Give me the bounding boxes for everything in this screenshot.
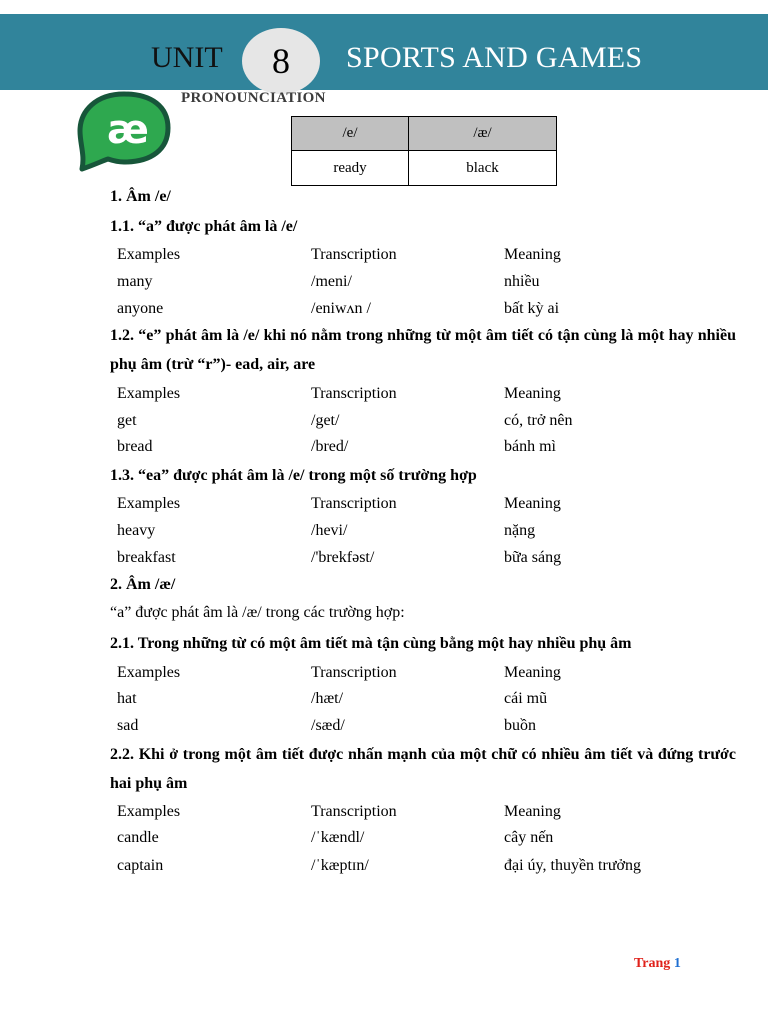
table-row [117, 300, 757, 320]
table-row [117, 522, 757, 542]
section-2-2-heading: 2.2. Khi ở trong một âm tiết được nhấn mạnh của một chữ có nhiều âm tiết và đứng trước hai phụ âm [110, 746, 736, 792]
table-row [117, 690, 757, 710]
section-1-3-columns [117, 495, 757, 515]
page-label: Trang [634, 956, 671, 971]
column-meaning: Meaning [504, 664, 561, 681]
example-word: captain [117, 857, 164, 874]
example-word: get [117, 412, 137, 429]
ae-speech-bubble-icon [74, 89, 174, 175]
transcription: /sæd/ [311, 717, 345, 734]
column-examples: Examples [117, 495, 181, 512]
table-row [117, 857, 757, 877]
phoneme-example-ae: black [409, 151, 557, 186]
column-transcription: Transcription [311, 246, 397, 263]
meaning: đại úy, thuyền trưởng [504, 857, 641, 874]
column-transcription: Transcription [311, 664, 397, 681]
page-number: 1 [673, 956, 681, 971]
column-transcription: Transcription [311, 803, 397, 820]
meaning: buồn [504, 717, 536, 734]
table-row [117, 273, 757, 293]
meaning: có, trở nên [504, 412, 573, 429]
transcription: /bred/ [311, 438, 349, 455]
transcription: /hevi/ [311, 522, 348, 539]
example-word: bread [117, 438, 153, 455]
transcription: /ˈkæptɪn/ [311, 857, 369, 874]
section-1-2-heading: 1.2. “e” phát âm là /e/ khi nó nằm trong những từ một âm tiết có tận cùng là một hay nhiều phụ âm (trừ “r”)- ead, air, are [110, 327, 736, 373]
unit-label: UNIT [151, 41, 223, 74]
meaning: nặng [504, 522, 536, 539]
column-meaning: Meaning [504, 495, 561, 512]
column-examples: Examples [117, 803, 181, 820]
phoneme-header-e: /e/ [292, 117, 409, 151]
page-footer [634, 956, 681, 972]
column-meaning: Meaning [504, 246, 561, 263]
example-word: candle [117, 829, 159, 846]
meaning: bánh mì [504, 438, 556, 455]
example-word: many [117, 273, 153, 290]
example-word: hat [117, 690, 137, 707]
unit-title: SPORTS AND GAMES [346, 41, 643, 74]
meaning: cây nến [504, 829, 554, 846]
column-meaning: Meaning [504, 385, 561, 402]
section-2-1-heading: 2.1. Trong những từ có một âm tiết mà tận cùng bằng một hay nhiều phụ âm [110, 635, 632, 652]
meaning: bữa sáng [504, 549, 562, 566]
transcription: /ˈkændl/ [311, 829, 365, 846]
transcription: /meni/ [311, 273, 352, 290]
phoneme-example-e: ready [292, 151, 409, 186]
table-row [117, 717, 757, 737]
section-1-heading: 1. Âm /e/ [110, 188, 171, 205]
example-word: heavy [117, 522, 156, 539]
unit-number: 8 [272, 41, 290, 81]
section-1-1-heading: 1.1. “a” được phát âm là /e/ [110, 218, 298, 235]
phoneme-table [291, 116, 557, 186]
section-2-2-columns [117, 803, 757, 823]
column-meaning: Meaning [504, 803, 561, 820]
example-word: anyone [117, 300, 164, 317]
meaning: bất kỳ ai [504, 300, 560, 317]
phoneme-header-ae: /æ/ [409, 117, 557, 151]
column-examples: Examples [117, 385, 181, 402]
section-1-3-heading: 1.3. “ea” được phát âm là /e/ trong một số trường hợp [110, 467, 477, 484]
logo-text: æ [107, 107, 149, 153]
example-word: breakfast [117, 549, 176, 566]
column-examples: Examples [117, 246, 181, 263]
meaning: cái mũ [504, 690, 548, 707]
table-row [117, 549, 757, 569]
transcription: /eniwʌn / [311, 300, 371, 317]
phoneme-table-row [292, 151, 557, 186]
meaning: nhiều [504, 273, 540, 290]
section-2-1-columns [117, 664, 757, 684]
column-examples: Examples [117, 664, 181, 681]
table-row [117, 412, 757, 432]
phoneme-table-header [292, 117, 557, 151]
column-transcription: Transcription [311, 385, 397, 402]
pronunciation-heading: PRONOUNCIATION [181, 90, 326, 106]
section-2-intro: “a” được phát âm là /æ/ trong các trường hợp: [110, 604, 405, 621]
unit-number-badge [242, 28, 320, 94]
section-2-heading: 2. Âm /æ/ [110, 576, 176, 593]
example-word: sad [117, 717, 139, 734]
table-row [117, 829, 757, 849]
transcription: /get/ [311, 412, 340, 429]
section-1-2-columns [117, 385, 757, 405]
column-transcription: Transcription [311, 495, 397, 512]
transcription: /'brekfəst/ [311, 549, 375, 566]
table-row [117, 438, 757, 458]
section-1-1-columns [117, 246, 757, 266]
transcription: /hæt/ [311, 690, 344, 707]
